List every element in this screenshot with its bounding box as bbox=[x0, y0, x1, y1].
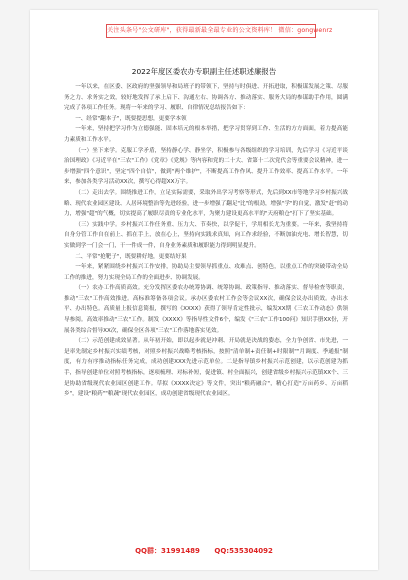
paragraph: （一）农办工作高质高效。充分发挥区委农办统筹协调、统筹协调、政策指导、推动落实、督导检查等职责，推动"三农"工作高效推进。高标准筹备各项会议。承办区委农村工作会等会议XX次，确保会议办出质效。办出水平、办出特色。高质量上报信息简报，撰写的《XXXX》获得了领导肯定性批示，编发XX期《三农工作动态》供领导参阅。高效率推动"三农"工作。制发《XXXX》等指导性文件6个，编发《"三农"工作100问》知识手册XX份，开展各类综合督导XX次，确保全区各项"三农"工作落地落实见效。 bbox=[64, 285, 348, 334]
qq-group-text: QQ群：31991489 bbox=[135, 547, 200, 555]
paragraph: 一年来，坚持把学习作为立德强能、固本培元的根本举措，把学习贯穿到工作、生活的方方面面，着力提高能力素质和工作水平。 bbox=[64, 126, 348, 143]
contact-footer bbox=[30, 546, 378, 556]
section-heading: 二、平常"抢靶子"，既要耕好地，更要结好果 bbox=[75, 253, 187, 260]
paragraph: （三）实践中学。乡村振兴工作任务重、压力大、节奏快，以学促干，学用相长尤为重要。一年来，我坚持将自身分管工作自在前上、抓在手上，放在心上，坚持向实践求真知，向工作求经验，不断加油充电、增长智慧，切实做到学一门会一门，干一件成一件，自身业务素质和履职能力得到明显提升。 bbox=[64, 221, 348, 249]
paragraph: 一年来，紧紧围绕乡村振兴工作安排，协助局主要领导抓重点、攻难点、创特色，以重点工作的突破带动全局工作的推进，努力实现全局工作的全面进步、协调发展。 bbox=[64, 264, 348, 281]
document-page bbox=[30, 10, 378, 570]
document-title: 2022年度区委农办专职副主任述职述廉报告 bbox=[131, 67, 277, 76]
section-heading: 一、经常"翻本子"，既要提思想，更要学本领 bbox=[75, 115, 187, 122]
paragraph: （二）示范创建成效显著。从年初开始，即以起步就是冲刺、开局就是决战的姿态，全力争创省、市先进，一是率先制定乡村振兴实绩考核，对照乡村振兴战略考核指标，按照"清单制+责任制+时限制""月调度、季通报"制度，有力有序推动指标任务完成，成功创建XXX先进示范单位。二是指导镇乡村振兴示范创建，以示范创建为抓手，指导创建单位对照考核指标，逐项梳理、对标补短，促进镇、村全面振兴，创建省级乡村振兴示范镇XX个、三是协助省级现代农业园区创建工作。草拟《XXXX决定》等文件，突出"粮药融合"，精心打造"万亩药乡、万亩稻乡"，建设"粮药""粮蔬"现代农业园区，成功创建省级现代农业园区。 bbox=[64, 338, 348, 398]
paragraph: 一年以来，在区委、区政府的坚强领导和局班子的带领下，坚持与时俱进、开拓进取，积极谋发展之策、尽服务之力、求务实之效，较好地发挥了承上启下、沟通左右、协调各方、推动落实、服务大局的参谋助手作用，圆满完成了各项工作任务。现将一年来的学习、履职、自律情况总结报告如下： bbox=[64, 84, 348, 112]
document-body bbox=[64, 82, 348, 400]
promo-banner: 关注头条号"公文研库"，获得最新最全最专业的公文资料库！ 微信：gongwenrz bbox=[106, 24, 316, 38]
paragraph: （一）坐下来学。克服工学矛盾，坚持静心学、静坐学，积极参与各级组织的学习培训，先后学习《习近平谈治国理政》《习近平在"三农"工作》《党章》《党规》等内容和党的二十大、省第十二次党代会等重要会议精神，进一步增强"四个意识"，坚定"四个自信"，做到"两个维护"，不断提高工作作风、提升工作效率、提高工作水平。一年来，参加各类学习活动XX次，撰写心得超XX万字。 bbox=[64, 147, 348, 186]
paragraph: （二）走出去学。围绕推进工作，立足实际需要，采取外出学习考察等形式，先后到XX市等地学习乡村振兴战略、现代农业园区建设、人居环境整治等先进经验，进一步增强了翻足"比"的根劲，增强"学"的自觉，激发"赶"的动力，增强"超"的气概，切实提高了履职尽责的专业化水平，为聚力建设更高水平的"天府粮仓"打下了坚实基础。 bbox=[64, 189, 348, 218]
qq-text: QQ:535304092 bbox=[214, 547, 273, 555]
